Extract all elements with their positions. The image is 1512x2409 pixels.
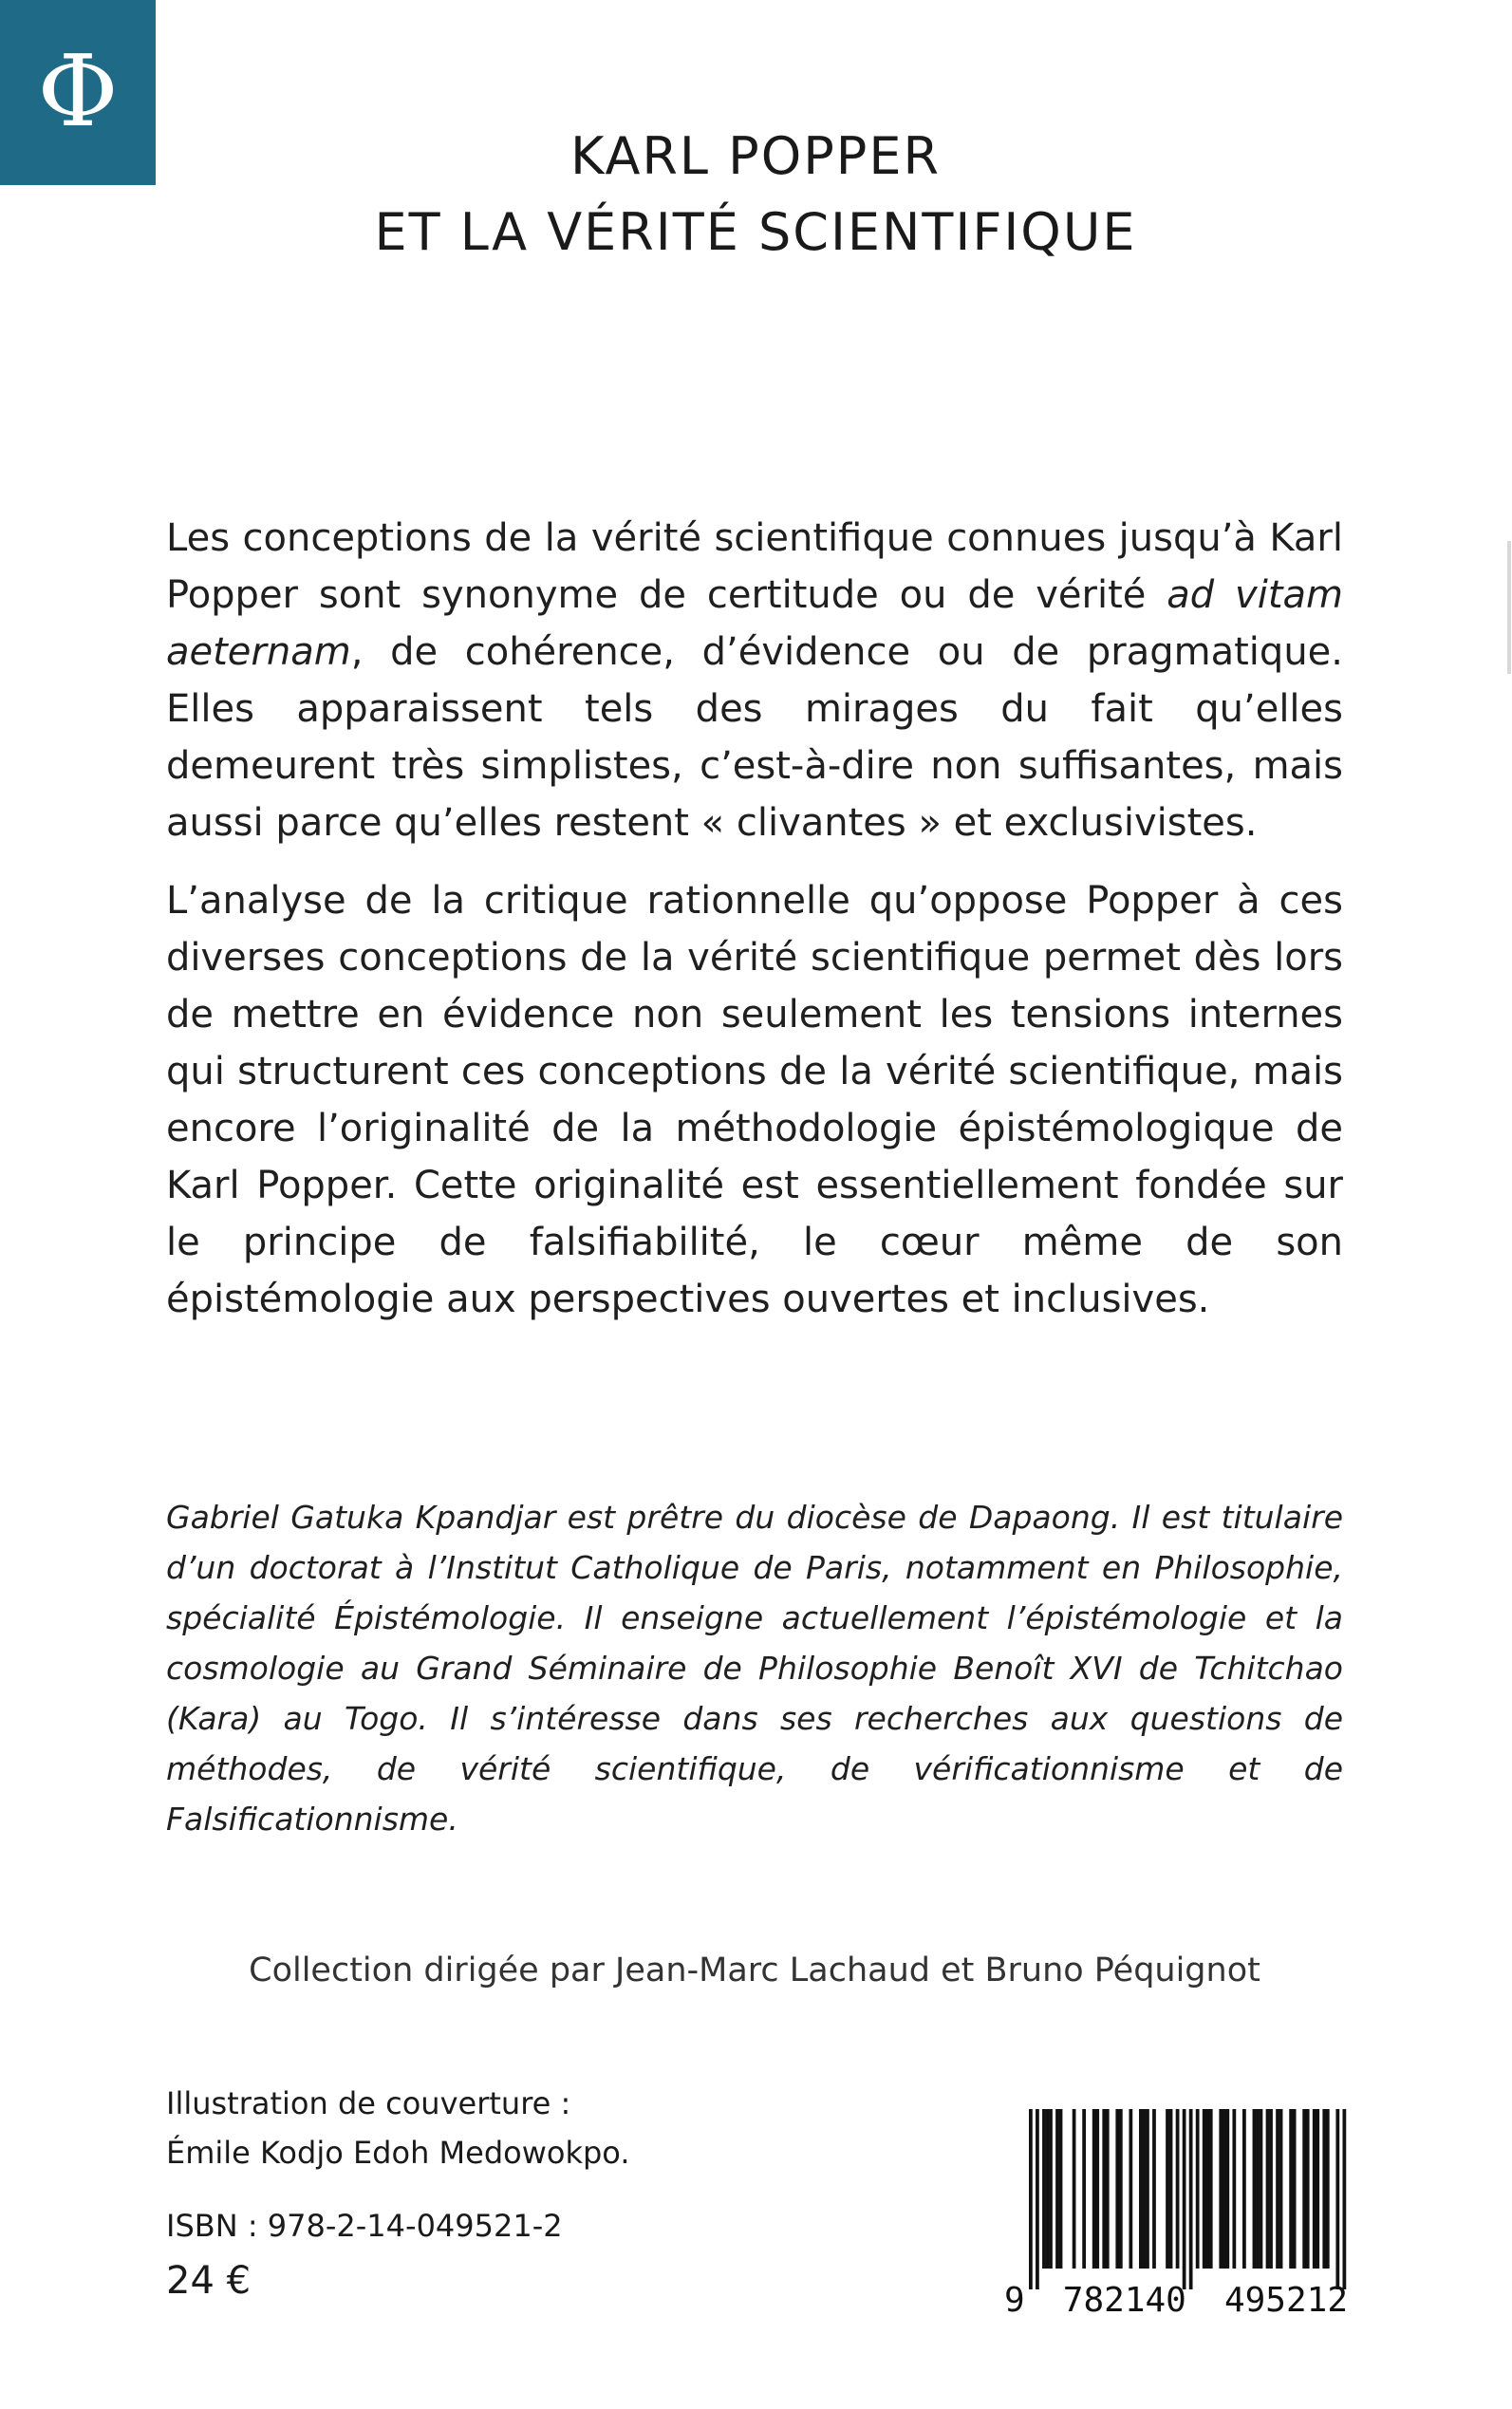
- barcode-bar: [1189, 2109, 1193, 2289]
- barcode-bar: [1269, 2109, 1273, 2269]
- isbn: ISBN : 978-2-14-049521-2: [166, 2208, 563, 2244]
- barcode-bar: [1260, 2109, 1263, 2269]
- barcode-digit-first: 9: [1004, 2281, 1025, 2320]
- barcode-bar: [1342, 2109, 1346, 2289]
- barcode-bar: [1095, 2109, 1099, 2269]
- barcode-bar: [1322, 2109, 1326, 2269]
- phi-logo-icon: Φ: [37, 32, 119, 149]
- barcode-bar: [1266, 2109, 1270, 2269]
- barcode-bar: [1223, 2109, 1226, 2269]
- barcode-bar: [1219, 2109, 1223, 2269]
- author-name: Gabriel Gatuka Kpandjar: [166, 1499, 556, 1536]
- barcode-bar: [1316, 2109, 1319, 2269]
- barcode-bar: [1146, 2109, 1149, 2269]
- summary-paragraph-1: [166, 510, 1343, 851]
- illustrator-name: Émile Kodjo Edoh Medowokpo.: [166, 2135, 630, 2171]
- summary-paragraph-1-text-b: , de cohérence, d’évidence ou de pragmatique. Elles apparaissent tels des mirages du fait qu’elles demeurent très simplistes, c’est-à-dire non suffisantes, mais aussi parce qu’elles restent « clivantes » et exclusivistes.: [166, 630, 1343, 845]
- summary-paragraph-2: L’analyse de la critique rationnelle qu’oppose Popper à ces diverses conceptions de la vérité scientifique permet dès lors de mettre en évidence non seulement les tensions internes qui structurent ces conceptions de la vérité scientifique, mais encore l’originalité de la méthodologie épistémologique de Karl Popper. Cette originalité est essentiellement fondée sur le principe de falsifiabilité, le cœur même de son épistémologie aux perspectives ouvertes et inclusives.: [166, 879, 1343, 1321]
- summary-paragraph-1-text-a: Les conceptions de la vérité scientifique connues jusqu’à Karl Popper sont synonyme de certitude ou de vérité: [166, 516, 1343, 617]
- barcode-bar: [1102, 2109, 1106, 2269]
- barcode-bar: [1306, 2109, 1310, 2269]
- barcode-bar: [1042, 2109, 1046, 2269]
- barcode-bar: [1209, 2109, 1213, 2269]
- book-title-line-1: KARL POPPER: [569, 126, 941, 186]
- barcode-bar: [1242, 2109, 1246, 2269]
- book-title-line-2: ET LA VÉRITÉ SCIENTIFIQUE: [374, 202, 1137, 262]
- barcode-bar: [1225, 2109, 1229, 2269]
- barcode-bar: [1082, 2109, 1086, 2269]
- price: 24 €: [166, 2259, 252, 2303]
- barcode-bar: [1203, 2109, 1206, 2269]
- barcode-bar: [1036, 2109, 1039, 2289]
- barcode-bar: [1183, 2109, 1186, 2289]
- barcode-bar: [1139, 2109, 1143, 2269]
- barcode-bar: [1073, 2109, 1076, 2269]
- barcode-bar: [1232, 2109, 1236, 2269]
- barcode-bar: [1326, 2109, 1330, 2269]
- barcode-bar: [1046, 2109, 1050, 2269]
- collection-editors: Collection dirigée par Jean-Marc Lachaud et Bruno Péquignot: [249, 1951, 1260, 1989]
- barcode-bar: [1279, 2109, 1283, 2269]
- barcode-bar: [1276, 2109, 1279, 2269]
- summary-latin-phrase: ad vitam aeternam: [166, 573, 1344, 674]
- book-summary: [166, 510, 1343, 1349]
- barcode-digit-group-right: 495212: [1223, 2281, 1348, 2320]
- cover-credits: [166, 2079, 629, 2177]
- barcode-bar: [1335, 2109, 1339, 2289]
- barcode-bar: [1302, 2109, 1306, 2269]
- page-edge-mark: [1507, 541, 1511, 674]
- barcode-bar: [1055, 2109, 1059, 2269]
- barcode-bar: [1256, 2109, 1260, 2269]
- barcode-digits: [1004, 2272, 1348, 2320]
- barcode-bar: [1253, 2109, 1257, 2269]
- barcode-bar: [1166, 2109, 1169, 2269]
- barcode-bar: [1119, 2109, 1123, 2269]
- ean13-barcode: [1004, 2109, 1348, 2320]
- barcode-bar: [1152, 2109, 1156, 2269]
- barcode-bar: [1196, 2109, 1200, 2269]
- barcode-digit-group-left: 782140: [1062, 2281, 1186, 2320]
- author-bio-text: est prêtre du diocèse de Dapaong. Il est titulaire d’un doctorat à l’Institut Catholique de Paris, notamment en Philosophie, spécialité Épistémologie. Il enseigne actuellement l’épistémologie et la cosmologie au Grand Séminaire de Philosophie Benoît XVI de Tchitchao (Kara) au Togo. Il s’intéresse dans ses recherches aux questions de méthodes, de vérité scientifique, de vérificationnisme et de Falsificationnisme.: [166, 1499, 1343, 1838]
- barcode-bar: [1143, 2109, 1147, 2269]
- barcode-bar: [1092, 2109, 1096, 2269]
- barcode-bar: [1059, 2109, 1063, 2269]
- barcode-bar: [1106, 2109, 1110, 2269]
- barcode-bar: [1293, 2109, 1297, 2269]
- barcode-bar: [1169, 2109, 1173, 2269]
- barcode-bar: [1129, 2109, 1132, 2269]
- barcode-bar: [1205, 2109, 1209, 2269]
- barcode-bar: [1115, 2109, 1119, 2269]
- publisher-logo: [0, 0, 156, 185]
- barcode-bar: [1176, 2109, 1180, 2269]
- book-title: [156, 119, 1355, 271]
- author-biography: [166, 1492, 1343, 1844]
- barcode-bar: [1029, 2109, 1033, 2289]
- barcode-bar: [1289, 2109, 1293, 2269]
- barcode-bar: [1313, 2109, 1316, 2269]
- illustration-label: Illustration de couverture :: [166, 2085, 571, 2121]
- barcode-bar: [1049, 2109, 1053, 2269]
